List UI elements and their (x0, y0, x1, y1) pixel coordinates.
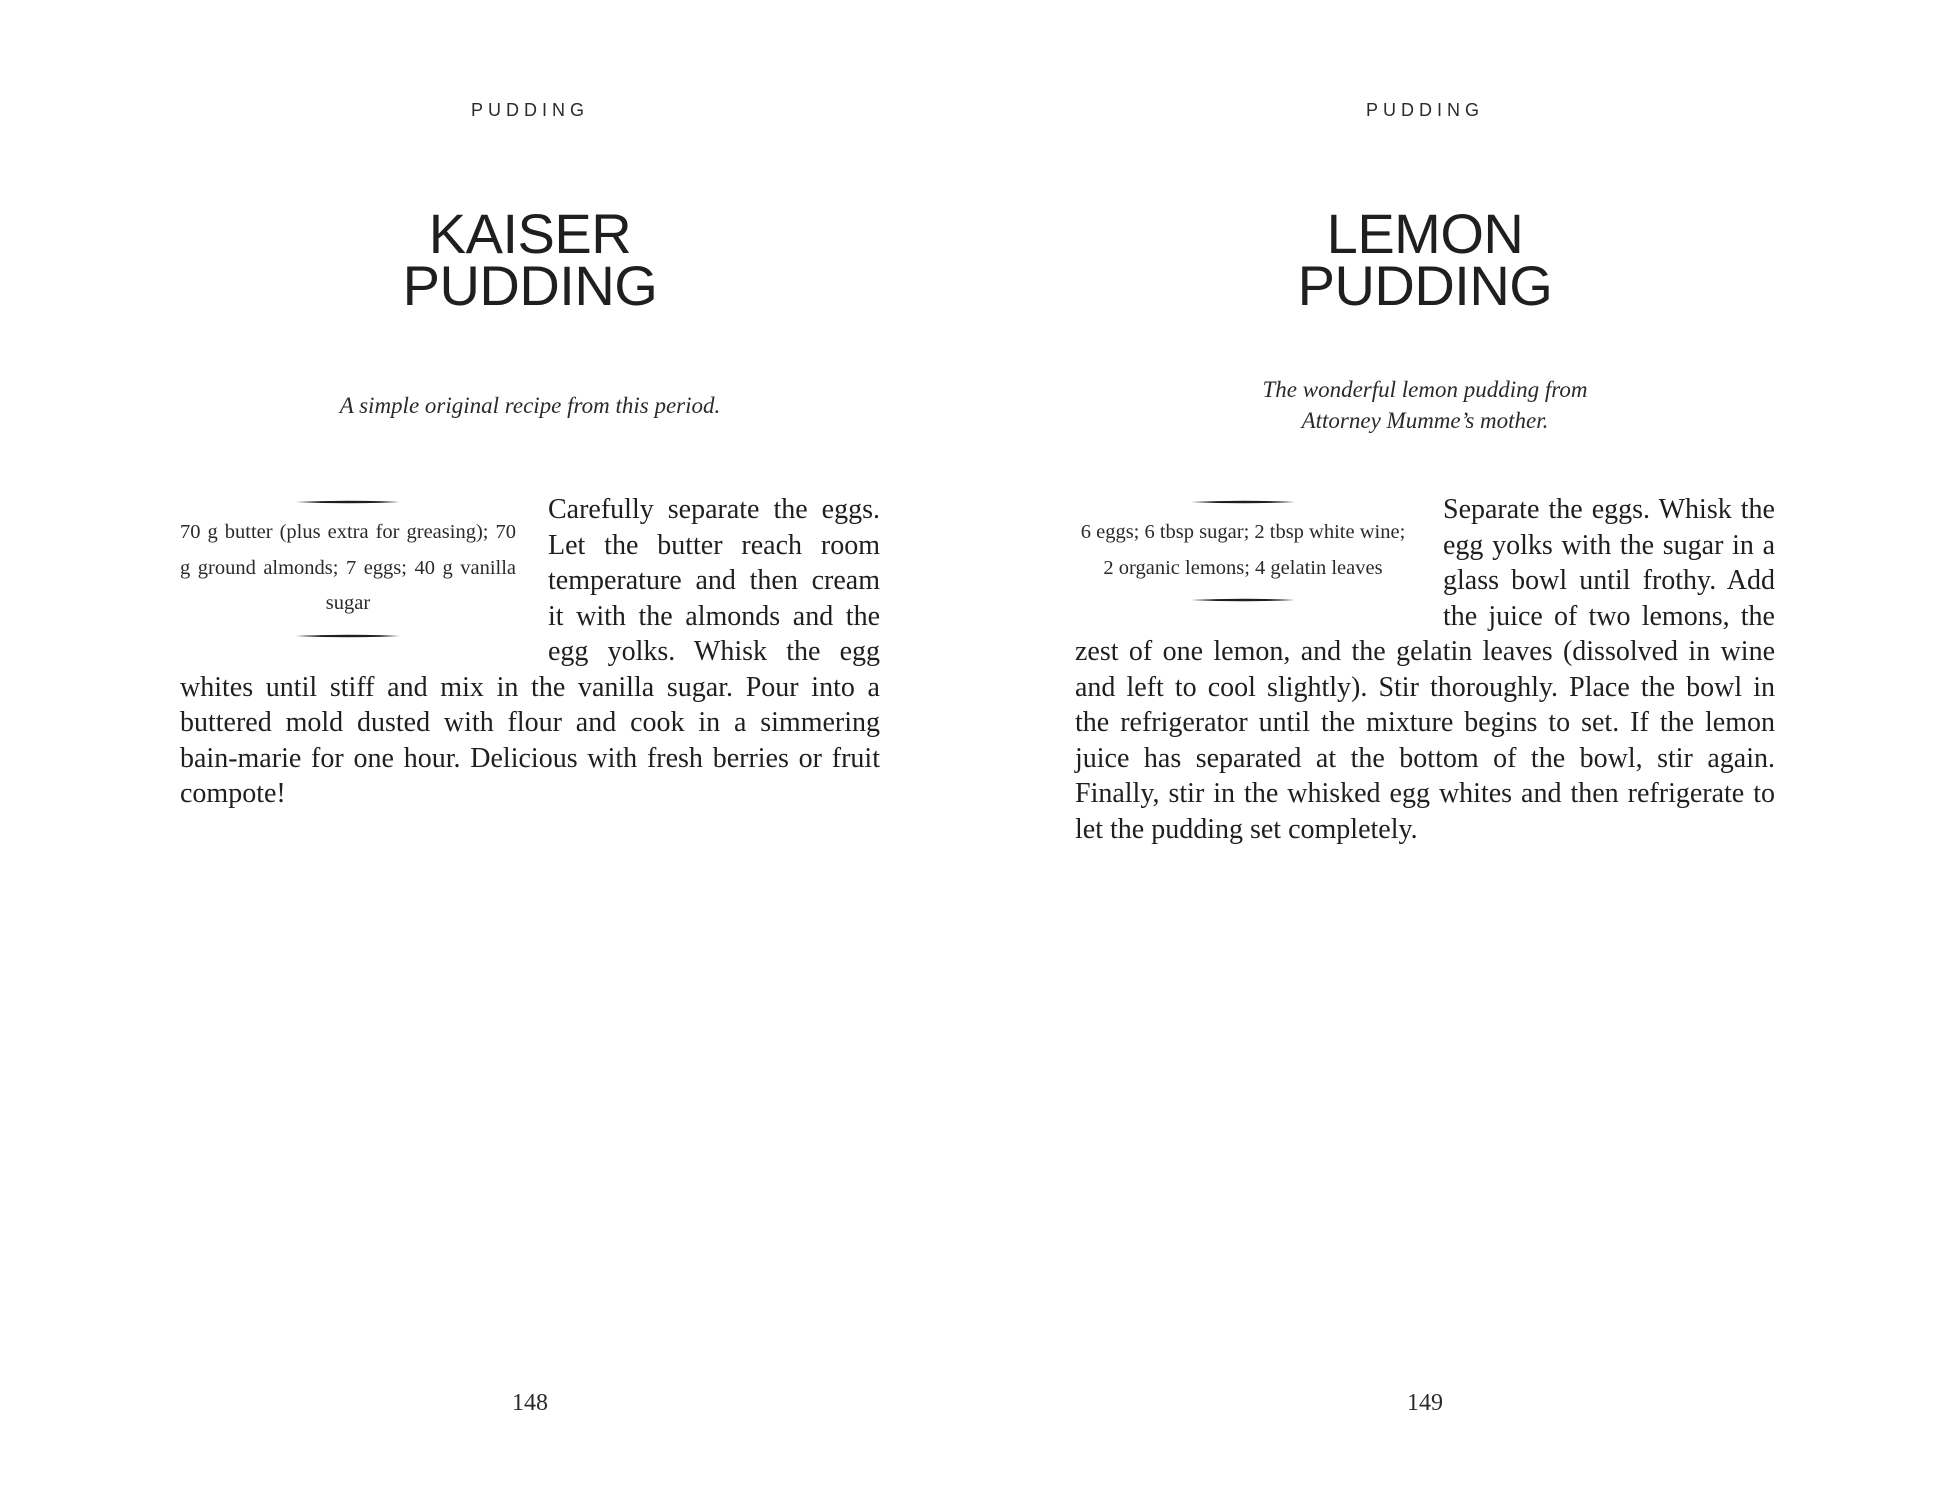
ingredients-list: 70 g butter (plus extra for greasing); 70 g ground almonds; 7 eggs; 40 g vanilla sugar (180, 521, 516, 614)
running-head: PUDDING (1365, 100, 1484, 120)
ornament-rule-top (1191, 498, 1295, 506)
subtitle-line: Attorney Mumme’s mother. (1301, 408, 1549, 433)
ingredients-list: 6 eggs; 6 tbsp sugar; 2 tbsp white wine; 2 organic lemons; 4 gelatin leaves (1080, 521, 1406, 579)
recipe-subtitle (1075, 374, 1775, 436)
title-line: PUDDING (402, 254, 658, 317)
running-head: PUDDING (470, 100, 589, 120)
recipe-subtitle (180, 390, 880, 421)
instructions-text: Separate the eggs. Whisk the egg yolks with the sugar in a glass bowl until frothy. Add the juice of two lemons, the zest of one lemon, and the gelatin leaves (dissolved in wine and left to cool slightly). Stir thoroughly. Place the bowl in the refrigerator until the mixture begins to set. If the lemon juice has separated at the bottom of the bowl, stir again. Finally, stir in the whisked egg whites and then refrigerate to let the pudding set completely. (1075, 494, 1775, 845)
ornament-rule-bottom (1191, 596, 1295, 604)
recipe-body (1075, 492, 1775, 847)
recipe-title (1075, 202, 1775, 317)
subtitle-line: A simple original recipe from this period. (339, 393, 721, 418)
title-line: LEMON (1326, 202, 1524, 265)
title-line: PUDDING (1297, 254, 1553, 317)
left-page (0, 0, 970, 1500)
recipe-body (180, 492, 880, 812)
instructions-text: Carefully separate the eggs. Let the butter reach room temperature and then cream it with the almonds and the egg yolks. Whisk the egg whites until stiff and mix in the vanilla sugar. Pour into a buttered mold dusted with flour and cook in a simmering bain-marie for one hour. Delicious with fresh berries or fruit compote! (180, 494, 880, 809)
title-line: KAISER (428, 202, 632, 265)
page-number: 148 (512, 1390, 548, 1416)
subtitle-line: The wonderful lemon pudding from (1262, 377, 1588, 402)
ornament-rule-top (296, 498, 400, 506)
right-page (895, 0, 1865, 1500)
ornament-rule-bottom (296, 632, 400, 640)
ingredients-box (1075, 498, 1411, 604)
page-number: 149 (1407, 1390, 1443, 1416)
ingredients-box (180, 498, 516, 640)
recipe-title (180, 202, 880, 317)
